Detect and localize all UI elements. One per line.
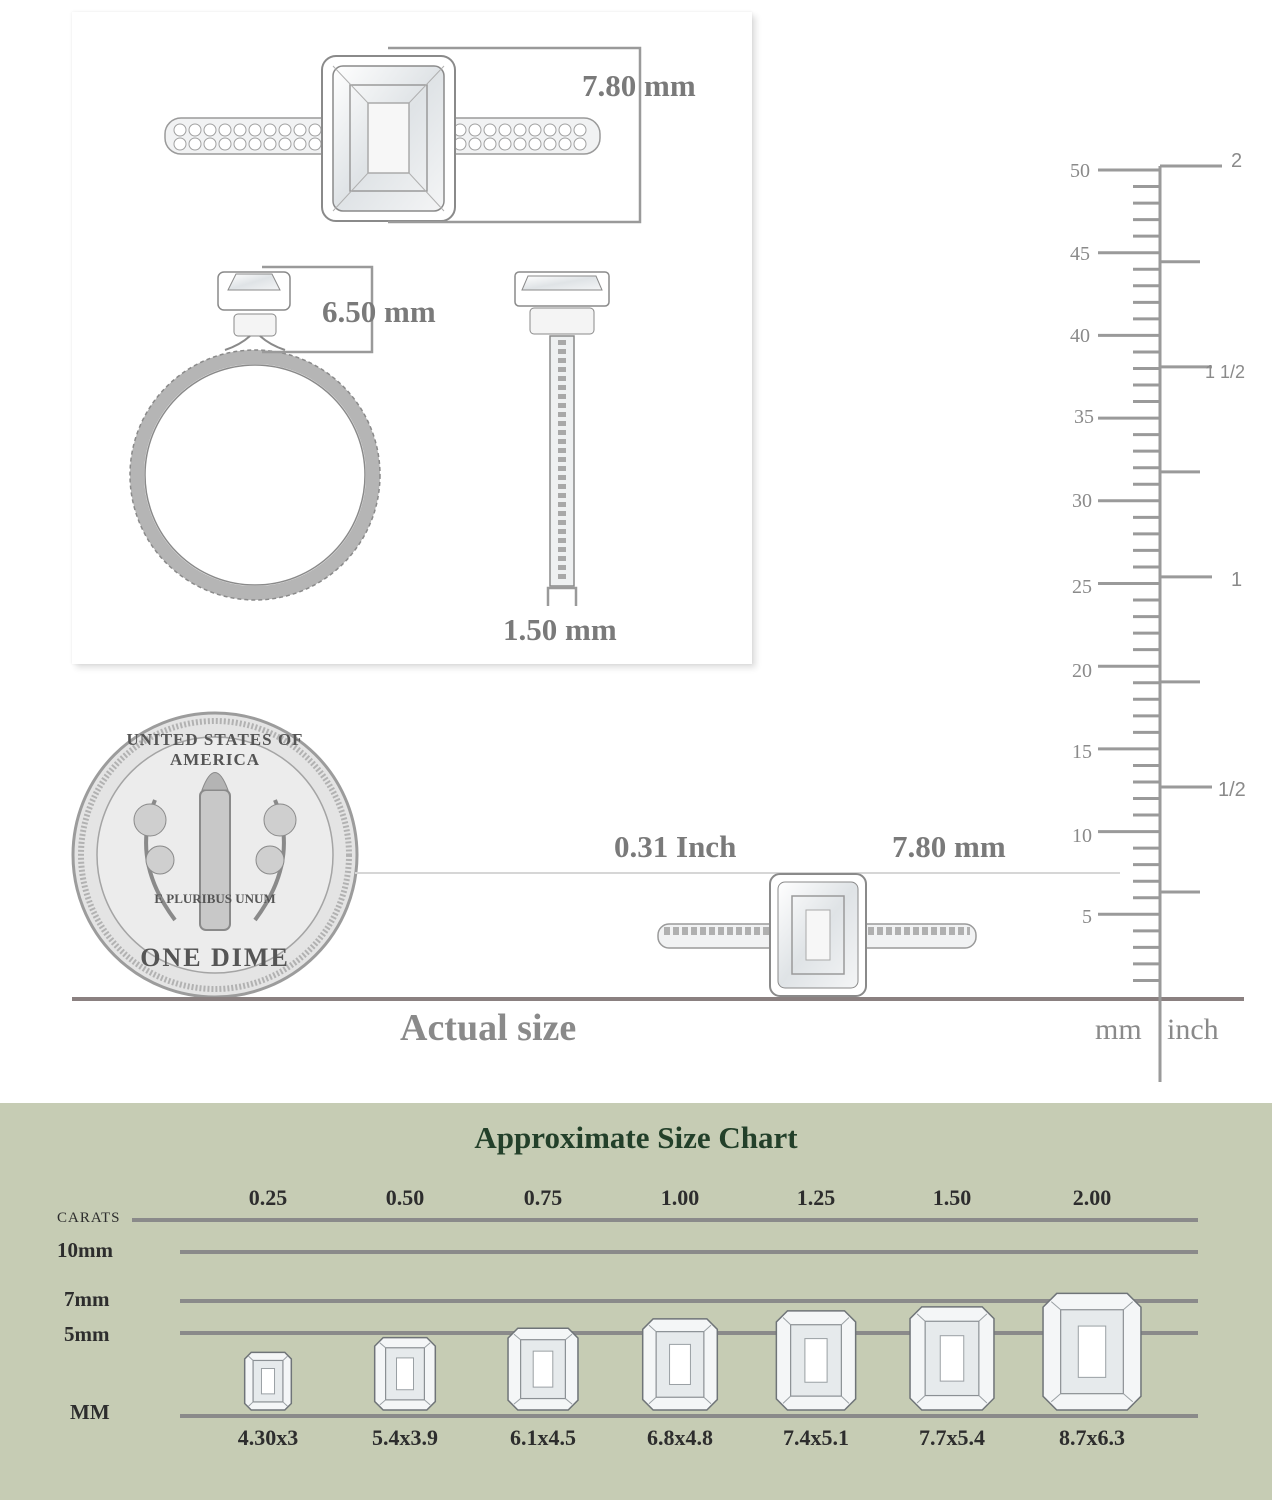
- ruler-inch-1-1-2: 1 1/2: [1205, 362, 1246, 382]
- coin-text-top: UNITED STATES OF AMERICA: [126, 730, 304, 769]
- mm-size-value: 6.1x4.5: [510, 1425, 576, 1450]
- mm-size-value: 7.4x5.1: [783, 1425, 849, 1450]
- coin-text-bottom: ONE DIME: [140, 943, 290, 972]
- carat-value: 0.25: [248, 1185, 288, 1210]
- height-label: 6.50 mm: [322, 294, 436, 329]
- carat-value: 1.25: [796, 1185, 836, 1210]
- mm-value-label: 7.80 mm: [892, 829, 1006, 864]
- row-label-mm: MM: [70, 1400, 110, 1424]
- emerald-stone: [643, 1319, 718, 1410]
- carats-row-label: CARATS: [57, 1210, 121, 1226]
- emerald-stone: [375, 1338, 436, 1410]
- ruler-inch-1-2: 1/2: [1218, 779, 1246, 801]
- row-label-10mm: 10mm: [57, 1238, 113, 1262]
- ring-top-view: [165, 56, 600, 221]
- band-width-bracket: [548, 588, 576, 606]
- ruler-mm-15: 15: [1072, 741, 1092, 763]
- carat-value: 1.50: [932, 1185, 972, 1210]
- top-length-label: 7.80 mm: [582, 68, 696, 103]
- row-label-7mm: 7mm: [64, 1287, 110, 1311]
- coin-text-motto: E PLURIBUS UNUM: [154, 891, 276, 906]
- ring-profile-view: [515, 272, 609, 586]
- ruler-mm-10: 10: [1072, 825, 1092, 847]
- ruler-mm-50: 50: [1070, 160, 1090, 182]
- mm-size-value: 4.30x3: [237, 1425, 299, 1450]
- ruler-mm-20: 20: [1072, 660, 1092, 682]
- ruler-mm-45: 45: [1070, 243, 1090, 265]
- emerald-stone: [508, 1328, 578, 1410]
- emerald-stone: [1043, 1293, 1141, 1410]
- mm-size-value: 7.7x5.4: [919, 1425, 985, 1450]
- row-label-5mm: 5mm: [64, 1322, 110, 1346]
- band-width-label: 1.50 mm: [503, 612, 617, 647]
- mm-size-value: 6.8x4.8: [647, 1425, 713, 1450]
- size-chart-title: Approximate Size Chart: [474, 1120, 798, 1155]
- carat-value: 1.00: [660, 1185, 700, 1210]
- carat-value: 2.00: [1072, 1185, 1112, 1210]
- emerald-stone: [776, 1311, 855, 1410]
- carat-value: 0.50: [385, 1185, 425, 1210]
- ruler: [1098, 166, 1222, 1082]
- inch-value-label: 0.31 Inch: [614, 829, 737, 864]
- ruler-mm-25: 25: [1072, 576, 1092, 598]
- ruler-inch-2: 2: [1231, 150, 1243, 172]
- mm-size-value: 5.4x3.9: [372, 1425, 438, 1450]
- ruler-inch-unit: inch: [1167, 1013, 1219, 1046]
- ruler-mm-30: 30: [1072, 490, 1092, 512]
- emerald-stone: [910, 1307, 994, 1410]
- ruler-mm-35: 35: [1074, 406, 1094, 428]
- ruler-inch-1: 1: [1231, 569, 1243, 591]
- carat-value: 0.75: [523, 1185, 563, 1210]
- actual-size-caption: Actual size: [400, 1007, 577, 1049]
- mm-size-value: 8.7x6.3: [1059, 1425, 1125, 1450]
- ruler-mm-unit: mm: [1095, 1013, 1142, 1046]
- emerald-stone: [245, 1352, 292, 1410]
- ruler-mm-5: 5: [1082, 906, 1092, 928]
- ring-actual-size: [658, 874, 976, 996]
- ruler-mm-40: 40: [1070, 325, 1090, 347]
